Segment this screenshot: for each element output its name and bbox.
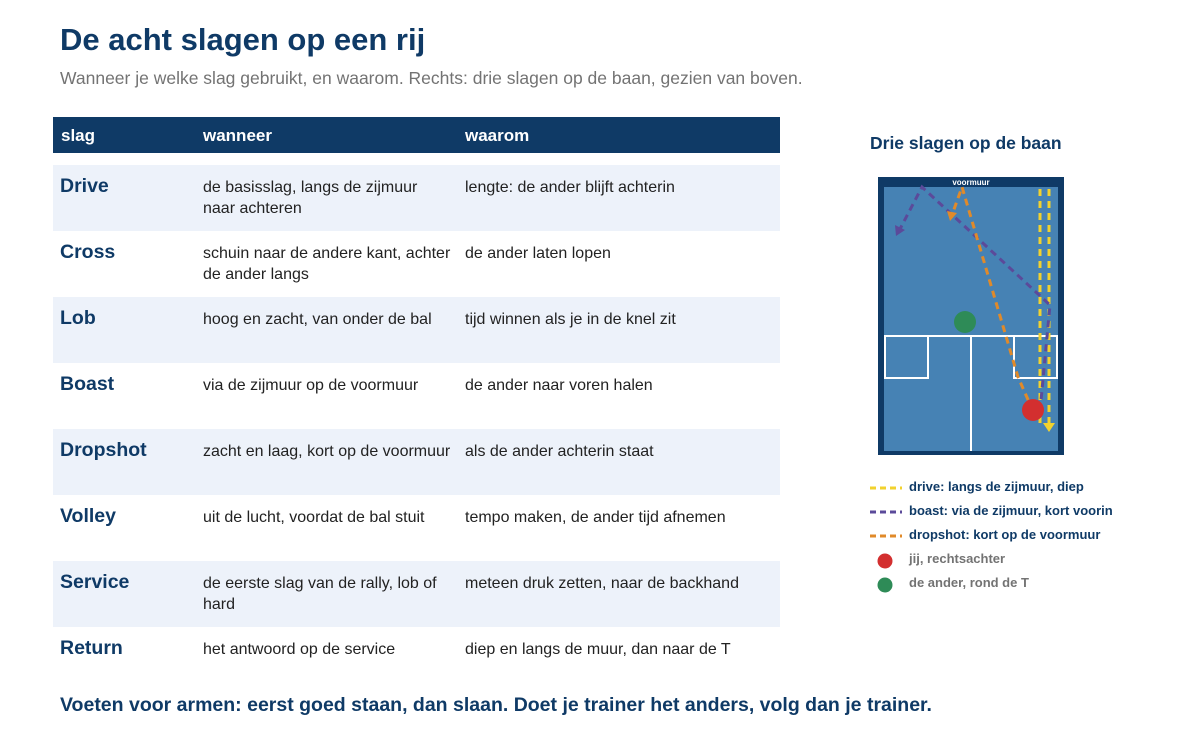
footer-note: Voeten voor armen: eerst goed staan, dan slaan. Doet je trainer het anders, volg dan je trainer. xyxy=(60,694,932,716)
legend-swatch-dropshot xyxy=(870,529,902,543)
page-subtitle: Wanneer je welke slag gebruikt, en waarom. Rechts: drie slagen op de baan, gezien van boven. xyxy=(60,68,803,88)
stroke-when: zacht en laag, kort op de voormuur xyxy=(203,443,451,460)
strokes-table xyxy=(53,117,780,693)
player-other-marker xyxy=(954,311,976,333)
stroke-why: tijd winnen als je in de knel zit xyxy=(465,311,676,328)
stroke-name: Boast xyxy=(60,373,115,395)
stroke-why: de ander naar voren halen xyxy=(465,377,653,394)
table-row xyxy=(53,627,780,693)
table-row xyxy=(53,231,780,297)
legend-swatch-drive xyxy=(870,481,902,495)
legend-label-boast: boast: via de zijmuur, kort voorin xyxy=(909,503,1113,518)
court-title: Drie slagen op de baan xyxy=(870,133,1062,153)
column-header-wanneer: wanneer xyxy=(203,126,272,145)
stroke-why: lengte: de ander blijft achterin xyxy=(465,179,675,196)
stroke-when: hoog en zacht, van onder de bal xyxy=(203,311,432,328)
table-header xyxy=(53,117,780,153)
player-you-marker xyxy=(1022,399,1044,421)
stroke-name: Drive xyxy=(60,175,109,197)
stroke-name: Return xyxy=(60,637,123,659)
stroke-why: de ander laten lopen xyxy=(465,245,611,262)
stroke-when: het antwoord op de service xyxy=(203,641,396,658)
legend-swatch-boast xyxy=(870,505,902,519)
stroke-when: de eerste slag van de rally, lob of hard xyxy=(203,575,437,613)
table-row xyxy=(53,165,780,231)
legend-label-you: jij, rechtsachter xyxy=(909,551,1006,566)
legend-swatch-other xyxy=(870,577,902,593)
legend-label-dropshot: dropshot: kort op de voormuur xyxy=(909,527,1101,542)
stroke-why: tempo maken, de ander tijd afnemen xyxy=(465,509,726,526)
stroke-why: meteen druk zetten, naar de backhand xyxy=(465,575,739,592)
legend-label-drive: drive: langs de zijmuur, diep xyxy=(909,479,1084,494)
stroke-name: Dropshot xyxy=(60,439,147,461)
stroke-name: Volley xyxy=(60,505,116,527)
stroke-why: als de ander achterin staat xyxy=(465,443,654,460)
stroke-when: uit de lucht, voordat de bal stuit xyxy=(203,509,425,526)
court-diagram xyxy=(878,177,1064,455)
table-row xyxy=(53,561,780,627)
stroke-name: Service xyxy=(60,571,130,593)
table-row xyxy=(53,495,780,561)
column-header-slag: slag xyxy=(61,126,96,145)
stroke-name: Cross xyxy=(60,241,116,263)
column-header-waarom: waarom xyxy=(465,126,530,145)
page-title: De acht slagen op een rij xyxy=(60,22,426,57)
stroke-when: schuin naar de andere kant, achter de ander langs xyxy=(203,245,451,283)
table-row xyxy=(53,363,780,429)
stroke-when: de basisslag, langs de zijmuur naar achteren xyxy=(203,179,418,217)
legend-label-other: de ander, rond de T xyxy=(909,575,1029,590)
stroke-name: Lob xyxy=(60,307,96,329)
stroke-why: diep en langs de muur, dan naar de T xyxy=(465,641,731,658)
table-row xyxy=(53,429,780,495)
front-wall-label: voormuur xyxy=(952,178,990,187)
stroke-when: via de zijmuur op de voormuur xyxy=(203,377,419,394)
legend-swatch-you xyxy=(870,553,902,569)
table-row xyxy=(53,297,780,363)
